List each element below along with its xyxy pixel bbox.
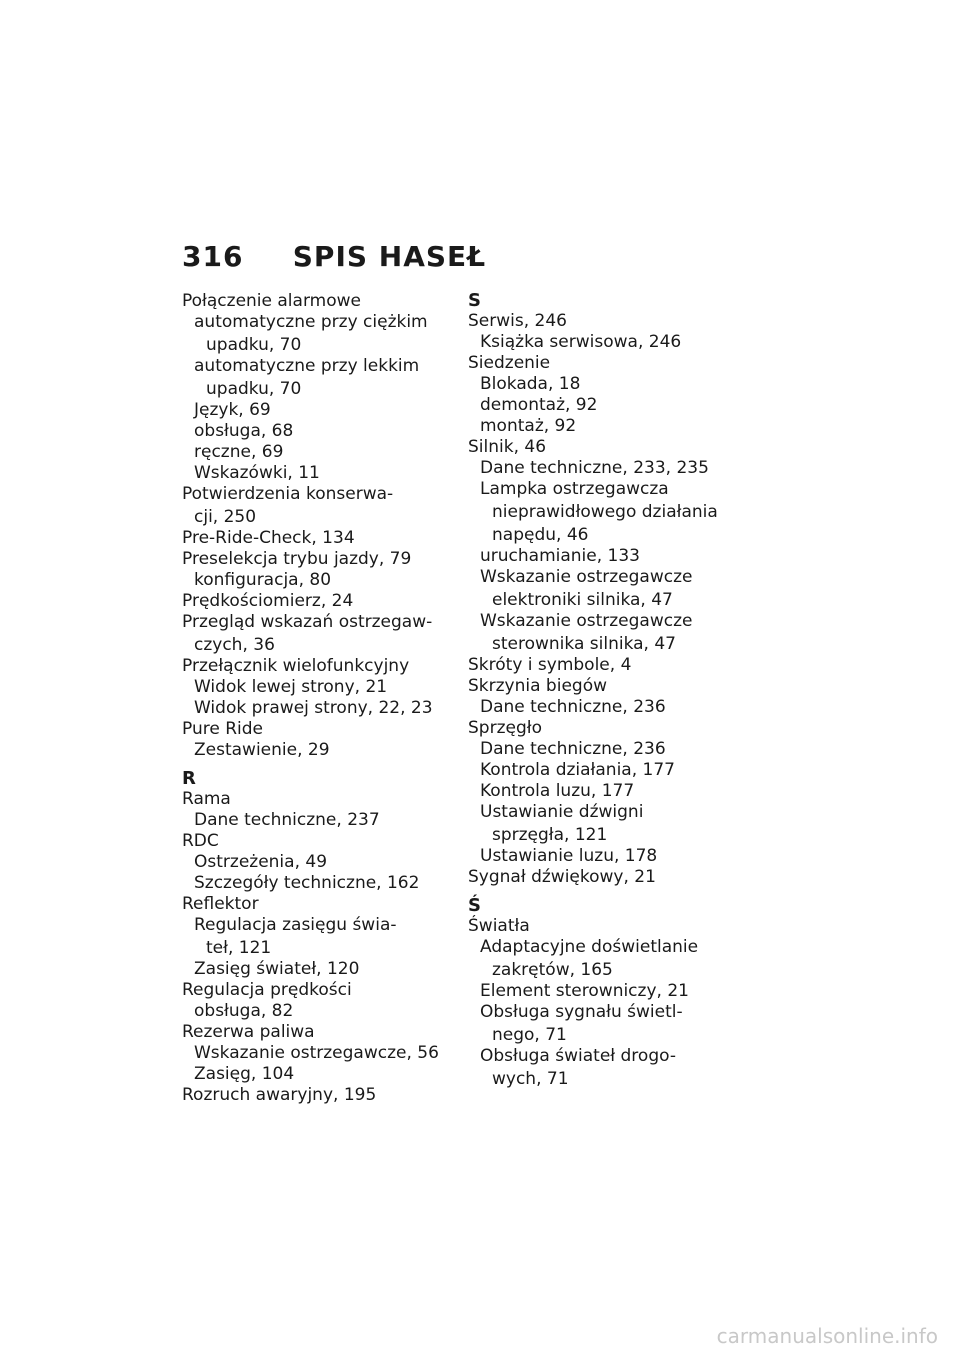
index-entry <box>468 718 738 739</box>
entry-text: Reflektor <box>182 894 259 914</box>
entry-text: Przełącznik wielofunkcyjny <box>182 656 410 676</box>
entry-text: Dane techniczne, 236 <box>480 697 666 717</box>
entry-text: Dane techniczne, 237 <box>194 810 380 830</box>
index-subentry <box>182 356 452 400</box>
entry-text: automatyczne przy ciężkim <box>194 312 428 332</box>
entry-text: Rama <box>182 789 231 809</box>
entry-text: Rezerwa paliwa <box>182 1022 315 1042</box>
entry-text: demontaż, 92 <box>480 395 598 415</box>
index-subentry <box>468 697 738 718</box>
index-entry <box>468 676 738 697</box>
index-entry <box>182 291 452 312</box>
index-subentry <box>182 421 452 442</box>
entry-text: Skróty i symbole, 4 <box>468 655 632 675</box>
index-subentry <box>182 959 452 980</box>
index-subentry <box>468 567 738 611</box>
entry-text: Potwierdzenia konserwa- <box>182 484 394 504</box>
entry-text: Ostrzeżenia, 49 <box>194 852 328 872</box>
watermark: carmanualsonline.info <box>716 1324 938 1348</box>
entry-text: Regulacja prędkości <box>182 980 352 1000</box>
page-header <box>182 240 486 273</box>
entry-text: Wskazanie ostrzegawcze <box>480 567 693 587</box>
index-entry <box>182 612 452 656</box>
entry-text: konfiguracja, 80 <box>194 570 332 590</box>
entry-text: montaż, 92 <box>480 416 577 436</box>
entry-text: Widok lewej strony, 21 <box>194 677 388 697</box>
index-subentry <box>182 312 452 356</box>
entry-text: Światła <box>468 916 530 936</box>
index-entry <box>182 549 452 570</box>
entry-continuation: zakrętów, 165 <box>492 960 613 980</box>
index-column-right <box>468 291 738 1090</box>
index-subentry <box>468 1002 738 1046</box>
entry-text: Kontrola działania, 177 <box>480 760 675 780</box>
entry-text: Sprzęgło <box>468 718 542 738</box>
index-letter-heading: S <box>468 290 481 311</box>
index-letter-heading: Ś <box>468 895 481 916</box>
index-subentry <box>182 915 452 959</box>
index-subentry <box>182 852 452 873</box>
index-subentry <box>182 698 452 719</box>
entry-text: Pure Ride <box>182 719 263 739</box>
entry-text: Dane techniczne, 236 <box>480 739 666 759</box>
index-entry <box>182 1022 452 1043</box>
index-subentry <box>468 416 738 437</box>
entry-text: Prędkościomierz, 24 <box>182 591 354 611</box>
index-subentry <box>182 463 452 484</box>
entry-text: Wskazanie ostrzegawcze, 56 <box>194 1043 439 1063</box>
entry-text: Preselekcja trybu jazdy, 79 <box>182 549 412 569</box>
entry-text: RDC <box>182 831 219 851</box>
index-subentry <box>182 810 452 831</box>
page-title: SPIS HASEŁ <box>292 240 487 273</box>
entry-text: Regulacja zasięgu świa- <box>194 915 397 935</box>
entry-text: Ustawianie luzu, 178 <box>480 846 658 866</box>
index-subentry <box>468 781 738 802</box>
entry-continuation: czych, 36 <box>194 635 275 655</box>
index-subentry <box>182 677 452 698</box>
index-entry <box>182 894 452 915</box>
index-entry <box>182 656 452 677</box>
entry-text: Język, 69 <box>194 400 271 420</box>
entry-text: Serwis, 246 <box>468 311 567 331</box>
index-entry <box>468 655 738 676</box>
index-subentry <box>182 873 452 894</box>
entry-text: Lampka ostrzegawcza <box>480 479 669 499</box>
index-subentry <box>468 374 738 395</box>
index-entry <box>182 484 452 528</box>
entry-text: Element sterowniczy, 21 <box>480 981 689 1001</box>
index-subentry <box>468 395 738 416</box>
index-entry <box>468 916 738 937</box>
index-subentry <box>468 739 738 760</box>
entry-text: Pre-Ride-Check, 134 <box>182 528 355 548</box>
index-subentry <box>182 1043 452 1064</box>
index-subentry <box>182 442 452 463</box>
index-entry <box>468 353 738 374</box>
index-subentry <box>468 611 738 655</box>
entry-text: Zasięg, 104 <box>194 1064 295 1084</box>
index-entry <box>182 980 452 1001</box>
index-subentry <box>468 479 738 546</box>
entry-continuation: nieprawidłowego działania <box>492 502 718 522</box>
entry-text: Obsługa świateł drogo- <box>480 1046 676 1066</box>
index-entry <box>182 719 452 740</box>
entry-continuation: napędu, 46 <box>492 525 589 545</box>
index-subentry <box>182 400 452 421</box>
entry-text: Połączenie alarmowe <box>182 291 361 311</box>
index-subentry <box>182 1001 452 1022</box>
index-subentry <box>182 570 452 591</box>
entry-text: Rozruch awaryjny, 195 <box>182 1085 377 1105</box>
entry-continuation: upadku, 70 <box>206 379 302 399</box>
index-entry <box>182 591 452 612</box>
page-number: 316 <box>182 240 244 273</box>
entry-text: Wskazówki, 11 <box>194 463 320 483</box>
entry-text: Ustawianie dźwigni <box>480 802 644 822</box>
index-column-left <box>182 291 452 1106</box>
entry-continuation: sprzęgła, 121 <box>492 825 608 845</box>
index-subentry <box>182 1064 452 1085</box>
index-subentry <box>468 937 738 981</box>
index-subentry <box>468 760 738 781</box>
index-letter-heading: R <box>182 768 196 789</box>
entry-text: Książka serwisowa, 246 <box>480 332 682 352</box>
entry-text: Zestawienie, 29 <box>194 740 330 760</box>
entry-text: Adaptacyjne doświetlanie <box>480 937 699 957</box>
entry-text: Silnik, 46 <box>468 437 547 457</box>
entry-text: Zasięg świateł, 120 <box>194 959 360 979</box>
entry-text: uruchamianie, 133 <box>480 546 640 566</box>
index-subentry <box>468 546 738 567</box>
entry-text: obsługa, 68 <box>194 421 294 441</box>
entry-continuation: wych, 71 <box>492 1069 569 1089</box>
entry-continuation: elektroniki silnika, 47 <box>492 590 673 610</box>
index-subentry <box>468 458 738 479</box>
entry-continuation: sterownika silnika, 47 <box>492 634 676 654</box>
entry-text: Szczegóły techniczne, 162 <box>194 873 420 893</box>
index-entry <box>182 789 452 810</box>
entry-continuation: teł, 121 <box>206 938 272 958</box>
index-subentry <box>468 981 738 1002</box>
entry-text: Widok prawej strony, 22, 23 <box>194 698 433 718</box>
entry-continuation: cji, 250 <box>194 507 257 527</box>
entry-text: Blokada, 18 <box>480 374 581 394</box>
index-subentry <box>468 332 738 353</box>
entry-continuation: upadku, 70 <box>206 335 302 355</box>
entry-text: Skrzynia biegów <box>468 676 607 696</box>
entry-text: automatyczne przy lekkim <box>194 356 420 376</box>
entry-text: Kontrola luzu, 177 <box>480 781 635 801</box>
index-subentry <box>468 802 738 846</box>
entry-text: Sygnał dźwiękowy, 21 <box>468 867 656 887</box>
entry-continuation: nego, 71 <box>492 1025 567 1045</box>
entry-text: Obsługa sygnału świetl- <box>480 1002 683 1022</box>
entry-text: obsługa, 82 <box>194 1001 294 1021</box>
index-subentry <box>182 740 452 761</box>
index-entry <box>182 528 452 549</box>
entry-text: Przegląd wskazań ostrzegaw- <box>182 612 433 632</box>
entry-text: Wskazanie ostrzegawcze <box>480 611 693 631</box>
entry-text: Dane techniczne, 233, 235 <box>480 458 709 478</box>
index-subentry <box>468 1046 738 1090</box>
entry-text: Siedzenie <box>468 353 551 373</box>
entry-text: ręczne, 69 <box>194 442 284 462</box>
index-entry <box>468 437 738 458</box>
index-entry <box>468 867 738 888</box>
index-entry <box>468 311 738 332</box>
index-subentry <box>468 846 738 867</box>
index-entry <box>182 1085 452 1106</box>
index-entry <box>182 831 452 852</box>
